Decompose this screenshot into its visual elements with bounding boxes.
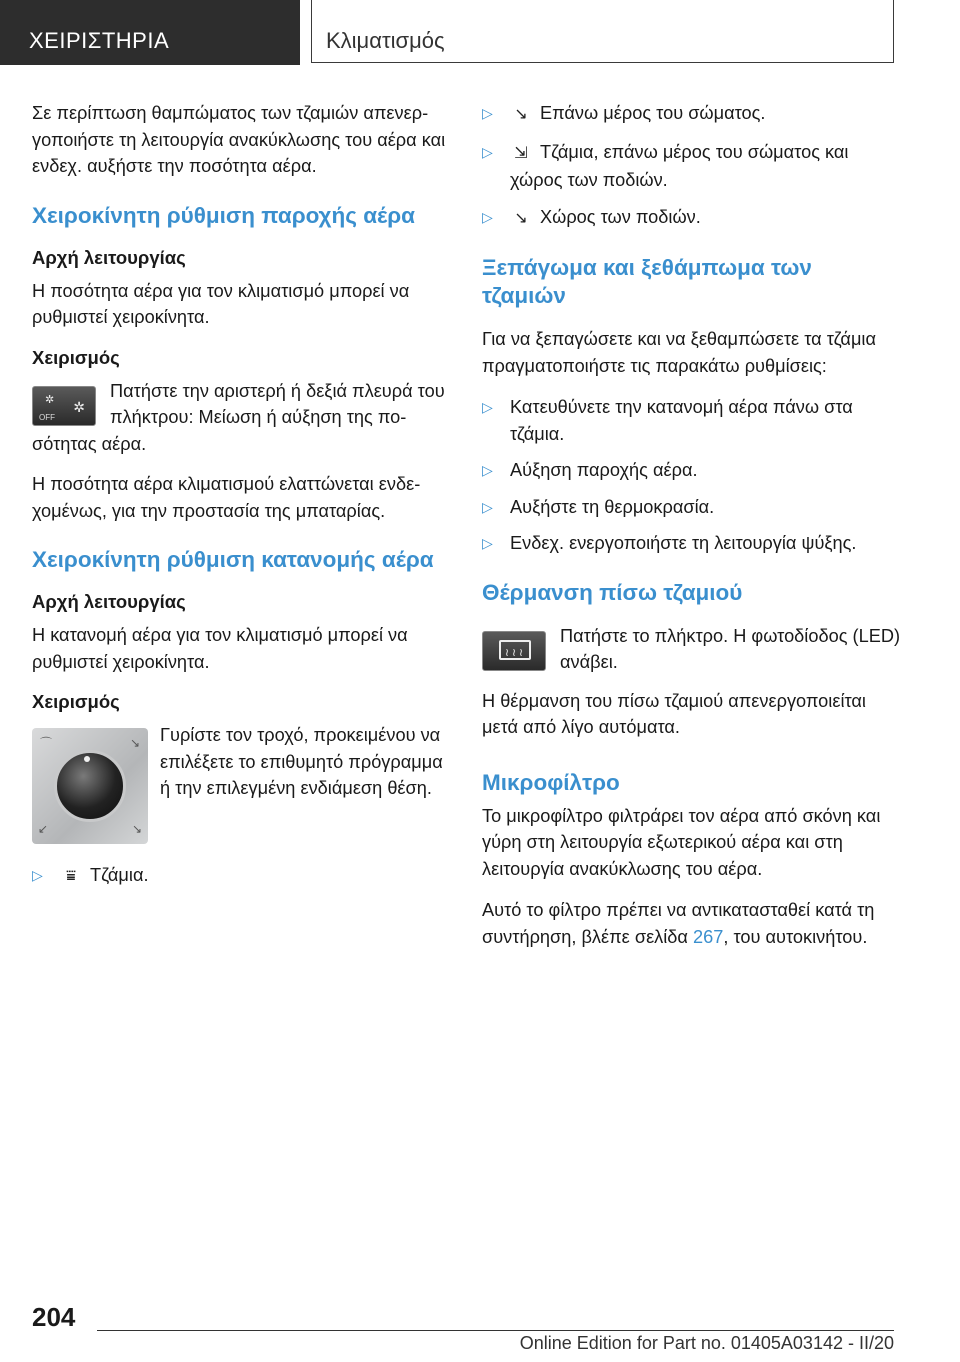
triangle-right-icon: ▷ [482, 105, 493, 121]
header-chapter-title: Κλιματισμός [326, 28, 445, 53]
left-column [32, 100, 450, 901]
rear-defrost-note: Η θέρμανση του πίσω τζαμιού απενεργοποιείται μετά από λίγο αυτόματα. [482, 690, 866, 737]
defrost-intro: Για να ξεπαγώσετε και να ξεθαμπώσετε τα τζάμια πραγματοποιήστε τις παρακάτω ρυθμίσεις: [482, 329, 876, 376]
fan-button-icon [32, 386, 96, 426]
microfilter-text: Το μικροφίλτρο φιλτράρει τον αέρα από σκόνη και γύρη στη λειτουργία εξωτερικού αέρα και στη λειτουργία ανακύκλωσης του αέρα. [482, 805, 881, 879]
principle-text: Η ποσότητα αέρα για τον κλιματισμό μπορεί να ρυθμιστεί χειροκίνητα. [32, 280, 410, 327]
list-item: ▷ ↘ Επάνω μέρος του σώματος. [482, 100, 902, 129]
triangle-right-icon: ▷ [482, 399, 493, 415]
section-title-microfilter: Μικροφίλτρο [482, 769, 620, 795]
header-section-tab [0, 0, 300, 65]
windshield-icon: ⩸ [66, 868, 76, 885]
heat-wave-icon: ≀ [519, 646, 524, 659]
fan-off-label: OFF [39, 412, 55, 422]
header-section-title: ΧΕΙΡΙΣΤΗΡΙΑ [29, 28, 170, 53]
triangle-right-icon: ▷ [482, 535, 493, 551]
battery-note: Η ποσότητα αέρα κλιματισμού ελαττώνεται ενδεχομένως, για την προστασία της μπαταρίας. [32, 474, 421, 521]
triangle-right-icon: ▷ [482, 143, 493, 160]
distribution-list-right [482, 100, 902, 232]
footwell-mark-icon: ↘ [131, 822, 142, 836]
section-title-defrost: Ξεπάγωμα και ξεθάμπωμα των τζαμιών [482, 255, 812, 308]
distribution-list-left [32, 862, 450, 891]
section-title-rear-window-heating: Θέρμανση πίσω τζαμιού [482, 579, 743, 605]
triangle-right-icon: ▷ [32, 867, 43, 883]
rear-defrost-text: Πατήστε το πλήκτρο. Η φωτοδίοδος (LED) ανάβει. [560, 625, 901, 672]
right-column [482, 100, 902, 950]
defrost-list [482, 394, 902, 557]
footer-divider [97, 1330, 894, 1331]
microfilter-maintenance: Αυτό το φίλτρο πρέπει να αντικατασταθεί κατά τη συντήρηση, βλέπε σελίδα 267, του αυτοκινήτου. [482, 900, 875, 947]
windshield-mark-icon: ⌒ [40, 736, 53, 750]
fan-small-icon: ✲ [45, 393, 55, 406]
fan-large-icon: ✲ [73, 398, 85, 415]
heat-wave-icon: ≀ [512, 646, 517, 659]
operation-heading-2: Χειρισμός [32, 691, 120, 712]
intro-paragraph: Σε περίπτωση θαμπώματος των τζαμιών απενεργοποιήστε τη λειτουργία ανακύκλωσης του αέρα και ενδεχ. αυξήστε την ποσότητα αέρα. [32, 103, 446, 176]
knob-indicator [84, 756, 90, 762]
rear-defrost-button-icon [482, 631, 546, 671]
page-number: 204 [32, 1302, 76, 1332]
list-item: ▷ Ενδεχ. ενεργοποιήστε τη λειτουργία ψύξης. [482, 530, 902, 557]
page-link[interactable]: 267 [693, 926, 724, 947]
list-item: ▷ Αυξήστε τη θερμοκρασία. [482, 494, 902, 521]
operation-heading: Χειρισμός [32, 346, 120, 368]
list-item: ▷ Αύξηση παροχής αέρα. [482, 457, 902, 484]
triangle-right-icon: ▷ [482, 498, 493, 515]
footer-edition: Online Edition for Part no. 01405A03142 - II/20 [519, 1333, 894, 1353]
operation-text-2: Γυρίστε τον τροχό, προκειμένου να επιλέξετε το επιθυμητό πρόγραμμα ή την επιλεγμένη ενδιάμεση θέση. [160, 725, 443, 798]
principle-heading: Αρχή λειτουργίας [32, 246, 186, 268]
list-item: ▷ ⇲ Τζάμια, επάνω μέρος του σώματος και χώρος των ποδιών. [482, 139, 902, 194]
header-chapter-tab [311, 0, 894, 63]
section-title-air-flow: Χειροκίνητη ρύθμιση παροχής αέρα [32, 202, 415, 228]
upper-body-air-icon: ↘ [514, 106, 528, 123]
operation-text: Πατήστε την αριστερή ή δεξιά πλευρά του πλήκτρου: Μείωση ή αύξηση της ποσότητας αέρα. [32, 380, 445, 454]
triangle-right-icon: ▷ [482, 462, 493, 478]
list-item: ▷ ⩸ Τζάμια. [32, 862, 450, 891]
air-flow-operation [32, 378, 450, 458]
heat-wave-icon: ≀ [505, 646, 510, 659]
list-item: ▷ Κατευθύνετε την κατανομή αέρα πάνω στα τζάμια. [482, 394, 902, 447]
rear-defrost-operation [482, 623, 902, 676]
upper-body-mark-icon: ↘ [129, 736, 140, 750]
list-item: ▷ ↘ Χώρος των ποδιών. [482, 204, 902, 233]
footwell-air-icon: ↘ [514, 209, 528, 227]
triangle-right-icon: ▷ [482, 208, 493, 225]
windshield-body-feet-air-icon: ⇲ [514, 144, 528, 162]
principle-text-2: Η κατανομή αέρα για τον κλιματισμό μπορεί να ρυθμιστεί χειροκίνητα. [32, 625, 408, 672]
section-title-air-distribution: Χειροκίνητη ρύθμιση κατανομής αέρα [32, 547, 434, 572]
principle-heading-2: Αρχή λειτουργίας [32, 591, 186, 612]
knob-ring [54, 750, 126, 822]
distribution-knob-icon [32, 728, 148, 844]
seat-mark-icon: ↙ [38, 822, 49, 836]
air-distribution-operation [32, 722, 450, 848]
